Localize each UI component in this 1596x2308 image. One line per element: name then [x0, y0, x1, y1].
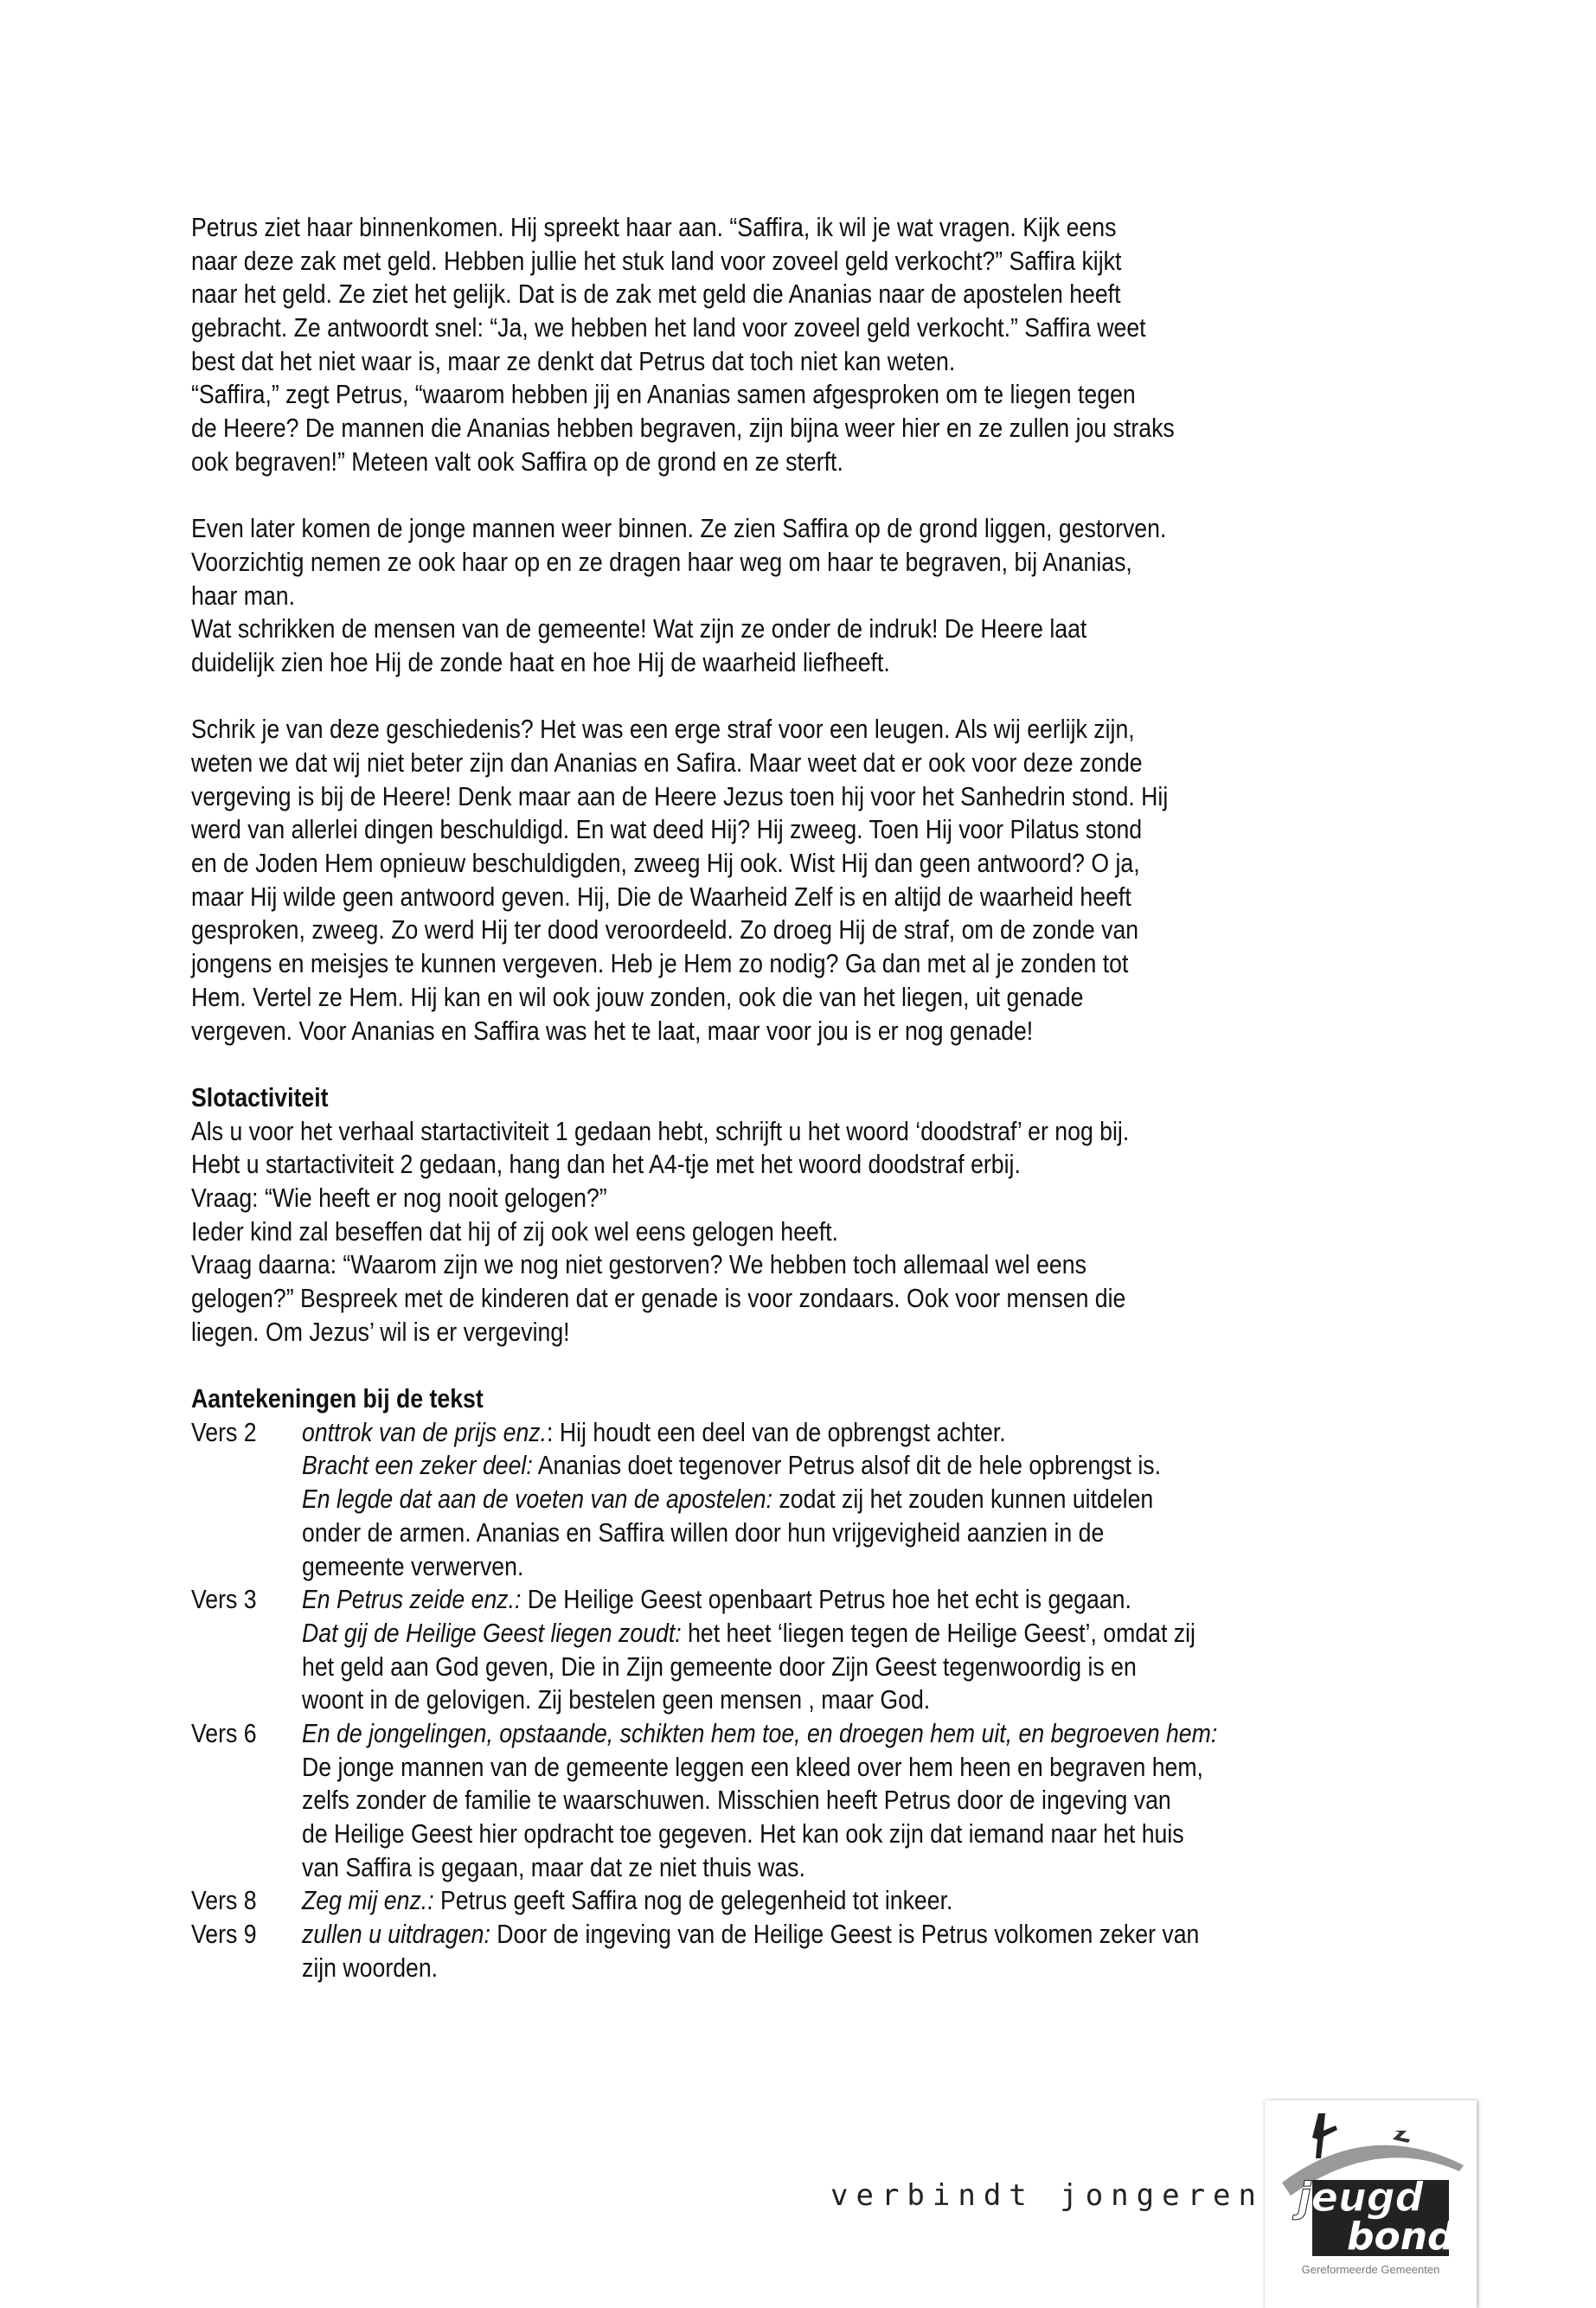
note-explanation: zijn woorden. — [302, 1952, 439, 1983]
note-text — [302, 1952, 438, 1985]
note-text — [302, 1683, 930, 1717]
text-line: Wat schrikken de mensen van de gemeente! Wat zijn ze onder de indruk! De Heere laat — [191, 613, 1087, 644]
note-line — [191, 1751, 1437, 1785]
note-line — [191, 1483, 1437, 1516]
spacer — [191, 680, 1437, 714]
text-line: weten we dat wij niet beter zijn dan Ananias en Safira. Maar weet dat er ook voor deze zonde — [191, 747, 1143, 778]
logo-text-jeugd: jeugd — [1298, 2174, 1424, 2221]
spacer — [191, 1349, 1437, 1382]
note-line — [191, 1884, 1437, 1918]
text-line: gesproken, zweeg. Zo werd Hij ter dood veroordeeld. Zo droeg Hij de straf, om de zonde van — [191, 914, 1139, 946]
text-line: liegen. Om Jezus’ wil is er vergeving! — [191, 1316, 570, 1347]
note-term: Bracht een zeker deel: — [302, 1450, 533, 1481]
note-explanation: De Heilige Geest openbaart Petrus hoe het echt is gegaan. — [521, 1584, 1131, 1615]
note-text — [302, 1583, 1131, 1617]
note-explanation: Ananias doet tegenover Petrus alsof dit de hele opbrengst is. — [532, 1450, 1161, 1481]
text-line: vergeving is bij de Heere! Denk maar aan de Heere Jezus toen hij voor het Sanhedrin stond. Hij — [191, 780, 1169, 811]
note-line — [191, 1516, 1437, 1550]
note-term: En legde dat aan de voeten van de apostelen: — [302, 1484, 773, 1515]
verse-label: Vers 9 — [191, 1919, 257, 1950]
note-explanation: : Hij houdt een deel van de opbrengst achter. — [547, 1416, 1006, 1447]
note-text — [302, 1617, 1195, 1651]
note-line — [191, 1550, 1437, 1584]
text-line: naar het geld. Ze ziet het gelijk. Dat is de zak met geld die Ananias naar de apostelen heeft — [191, 279, 1121, 310]
text-line: Voorzichtig nemen ze ook haar op en ze dragen haar weg om haar te begraven, bij Ananias, — [191, 546, 1132, 577]
verse-label: Vers 6 — [191, 1717, 257, 1748]
text-line: werd van allerlei dingen beschuldigd. En wat deed Hij? Hij zweeg. Toen Hij voor Pilatus stond — [191, 814, 1143, 845]
note-explanation: de Heilige Geest hier opdracht toe gegeven. Het kan ook zijn dat iemand naar het huis — [302, 1818, 1184, 1849]
text-line: Hem. Vertel ze Hem. Hij kan en wil ook jouw zonden, ook die van het liegen, uit genade — [191, 981, 1084, 1012]
text-line: best dat het niet waar is, maar ze denkt dat Petrus dat toch niet kan weten. — [191, 345, 956, 376]
note-text — [302, 1918, 1199, 1952]
note-line — [191, 1918, 1437, 1952]
notes-section — [191, 1382, 1437, 1984]
logo-subtitle: Gereformeerde Gemeenten — [1301, 2263, 1440, 2276]
text-line: Schrik je van deze geschiedenis? Het was een erge straf voor een leugen. Als wij eerlijk zijn, — [191, 714, 1135, 745]
footer-tagline: verbindt jongeren — [830, 2178, 1264, 2213]
text-line: maar Hij wilde geen antwoord geven. Hij, Die de Waarheid Zelf is en altijd de waarheid heeft — [191, 881, 1131, 912]
note-explanation: zelfs zonder de familie te waarschuwen. Misschien heeft Petrus door de ingeving van — [302, 1785, 1171, 1816]
note-text — [302, 1550, 523, 1584]
note-text — [302, 1651, 1137, 1684]
text-line: ook begraven!” Meteen valt ook Saffira op de grond en ze sterft. — [191, 446, 843, 477]
note-term: En de jongelingen, opstaande, schikten hem toe, en droegen hem uit, en begroeven hem: — [302, 1717, 1218, 1748]
note-explanation: Petrus geeft Saffira nog de gelegenheid tot inkeer. — [433, 1885, 953, 1916]
text-line: haar man. — [191, 580, 296, 611]
text-line: de Heere? De mannen die Ananias hebben begraven, zijn bijna weer hier en ze zullen jou straks — [191, 413, 1175, 444]
note-line — [191, 1583, 1437, 1617]
note-text — [302, 1751, 1203, 1785]
note-explanation: van Saffira is gegaan, maar dat ze niet thuis was. — [302, 1851, 805, 1882]
document-body — [191, 211, 1437, 1984]
text-line: Hebt u startactiviteit 2 gedaan, hang dan het A4-tje met het woord doodstraf erbij. — [191, 1149, 1021, 1180]
note-line — [191, 1683, 1437, 1717]
note-explanation: het heet ‘liegen tegen de Heilige Geest’, omdat zij — [681, 1617, 1195, 1648]
note-line — [191, 1617, 1437, 1651]
text-line: Vraag daarna: “Waarom zijn we nog niet gestorven? We hebben toch allemaal wel eens — [191, 1249, 1086, 1280]
note-line — [191, 1416, 1437, 1450]
spacer — [191, 1048, 1437, 1081]
text-line: “Saffira,” zegt Petrus, “waarom hebben jij en Ananias samen afgesproken om te liegen tegen — [191, 379, 1136, 410]
note-term: zullen u uitdragen: — [302, 1919, 490, 1950]
verse-label: Vers 2 — [191, 1416, 257, 1447]
story-paragraph — [191, 211, 1437, 479]
note-text — [302, 1416, 1006, 1450]
note-explanation: onder de armen. Ananias en Saffira willen door hun vrijgevigheid aanzien in de — [302, 1516, 1105, 1548]
note-text — [302, 1851, 805, 1885]
logo-graphic — [1265, 2100, 1477, 2273]
note-line — [191, 1651, 1437, 1684]
text-line: Petrus ziet haar binnenkomen. Hij spreekt haar aan. “Saffira, ik wil je wat vragen. Kijk eens — [191, 212, 1117, 242]
text-line: Ieder kind zal beseffen dat hij of zij ook wel eens gelogen heeft. — [191, 1215, 838, 1247]
note-explanation: zodat zij het zouden kunnen uitdelen — [772, 1484, 1154, 1515]
slot-section — [191, 1081, 1437, 1350]
text-line: Als u voor het verhaal startactiviteit 1 gedaan hebt, schrijft u het woord ‘doodstraf’ er nog bij. — [191, 1115, 1130, 1146]
note-line — [191, 1952, 1437, 1985]
text-line: Even later komen de jonge mannen weer binnen. Ze zien Saffira op de grond liggen, gestorven. — [191, 513, 1167, 544]
notes-heading: Aantekeningen bij de tekst — [191, 1383, 484, 1414]
note-explanation: Door de ingeving van de Heilige Geest is Petrus volkomen zeker van — [490, 1919, 1200, 1950]
note-text — [302, 1483, 1153, 1516]
text-line: jongens en meisjes te kunnen vergeven. Heb je Hem zo nodig? Ga dan met al je zonden tot — [191, 948, 1129, 979]
story-paragraph — [191, 512, 1437, 679]
note-text — [302, 1516, 1104, 1550]
note-text — [302, 1449, 1161, 1483]
note-explanation: gemeente verwerven. — [302, 1550, 524, 1581]
note-explanation: woont in de gelovigen. Zij bestelen geen mensen , maar God. — [302, 1684, 931, 1715]
note-text — [302, 1717, 1217, 1751]
note-text — [302, 1784, 1171, 1818]
text-line: Vraag: “Wie heeft er nog nooit gelogen?” — [191, 1182, 607, 1213]
note-term: En Petrus zeide enz.: — [302, 1584, 522, 1615]
text-line: naar deze zak met geld. Hebben jullie het stuk land voor zoveel geld verkocht?” Saffira kijkt — [191, 245, 1122, 276]
note-explanation: De jonge mannen van de gemeente leggen een kleed over hem heen en begraven hem, — [302, 1751, 1203, 1782]
note-line — [191, 1717, 1437, 1751]
note-line — [191, 1851, 1437, 1885]
note-text — [302, 1818, 1184, 1851]
slot-heading: Slotactiviteit — [191, 1081, 329, 1112]
text-line: vergeven. Voor Ananias en Saffira was het te laat, maar voor jou is er nog genade! — [191, 1015, 1034, 1046]
note-term: Zeg mij enz.: — [302, 1885, 434, 1916]
note-line — [191, 1818, 1437, 1851]
jeugdbond-logo — [1265, 2100, 1477, 2308]
note-explanation: het geld aan God geven, Die in Zijn gemeente door Zijn Geest tegenwoordig is en — [302, 1651, 1137, 1682]
note-line — [191, 1784, 1437, 1818]
logo-text-bond: bond — [1347, 2215, 1455, 2259]
verse-label: Vers 8 — [191, 1885, 257, 1916]
text-line: gelogen?” Bespreek met de kinderen dat er genade is voor zondaars. Ook voor mensen die — [191, 1283, 1126, 1313]
story-paragraph — [191, 713, 1437, 1048]
text-line: duidelijk zien hoe Hij de zonde haat en hoe Hij de waarheid liefheeft. — [191, 646, 890, 677]
note-text — [302, 1884, 952, 1918]
spacer — [191, 479, 1437, 513]
text-line: en de Joden Hem opnieuw beschuldigden, zweeg Hij ook. Wist Hij dan geen antwoord? O ja, — [191, 848, 1140, 879]
note-term: onttrok van de prijs enz. — [302, 1416, 548, 1447]
note-line — [191, 1449, 1437, 1483]
verse-label: Vers 3 — [191, 1584, 257, 1615]
text-line: gebracht. Ze antwoordt snel: “Ja, we hebben het land voor zoveel geld verkocht.” Saffira weet — [191, 312, 1146, 343]
note-term: Dat gij de Heilige Geest liegen zoudt: — [302, 1617, 682, 1648]
